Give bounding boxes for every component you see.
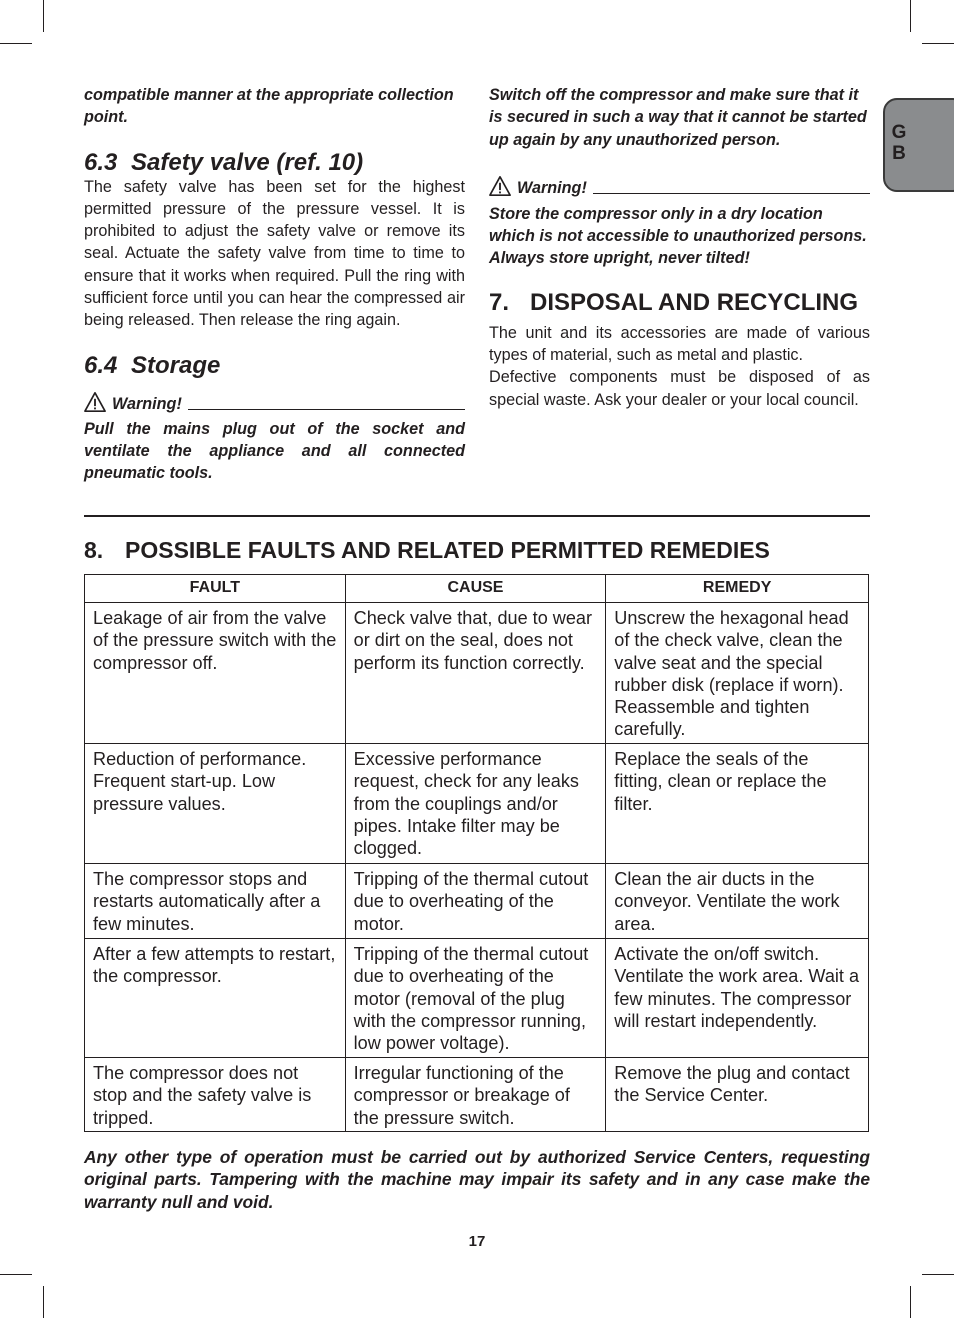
disposal-paragraph: Defective components must be disposed of as special waste. Ask your dealer or your local council. (489, 368, 870, 409)
table-row (85, 939, 869, 1058)
table-row (85, 1058, 869, 1132)
table-row (85, 603, 869, 744)
disposal-paragraph: The unit and its accessories are made of various types of material, such as metal and plastic. (489, 323, 870, 365)
crop-mark (43, 0, 44, 32)
warning-rule (188, 409, 465, 410)
fault-cell: The compressor does not stop and the safety valve is tripped. (85, 1058, 346, 1132)
table-row (85, 864, 869, 939)
table-row (85, 744, 869, 864)
warning-label: Warning! (517, 178, 587, 197)
section-number: 8. (84, 537, 104, 563)
crop-mark (922, 43, 954, 44)
remedy-cell: Remove the plug and contact the Service Center. (606, 1058, 869, 1132)
intro-text: compatible manner at the appropriate collection point. (84, 86, 454, 127)
page-number: 17 (468, 1233, 486, 1250)
remedy-cell: Clean the air ducts in the conveyor. Ventilate the work area. (606, 864, 869, 939)
section-6-4-heading (84, 353, 465, 379)
column-header-cause: CAUSE (345, 575, 606, 603)
fault-cell: Leakage of air from the valve of the pressure switch with the compressor off. (85, 603, 346, 744)
location-warning-text: Store the compressor only in a dry location which is not accessible to unauthorized persons. Always store upright, never tilted! (489, 204, 867, 268)
column-header-remedy: REMEDY (606, 575, 869, 603)
language-tab-label (890, 122, 908, 164)
cause-cell: Excessive performance request, check for any leaks from the couplings and/or pipes. Intake filter may be clogged. (345, 744, 606, 864)
section-8-heading (84, 536, 770, 564)
crop-mark (910, 0, 911, 32)
intro-text: Switch off the compressor and make sure that it is secured in such a way that it cannot be started up again by any unauthorized person. (489, 86, 867, 149)
cause-cell: Tripping of the thermal cutout due to overheating of the motor (removal of the plug with the compressor running, low power voltage). (345, 939, 606, 1058)
right-column (489, 84, 870, 411)
warning-label: Warning! (112, 394, 182, 413)
remedy-cell: Unscrew the hexagonal head of the check valve, clean the valve seat and the special rubber disk (replace if worn). Reassemble and tighten carefully. (606, 603, 869, 744)
remedy-cell: Activate the on/off switch. Ventilate the work area. Wait a few minutes. The compressor will restart independently. (606, 939, 869, 1058)
section-7-heading (489, 289, 870, 317)
storage-warning-header (84, 391, 465, 413)
cause-cell: Irregular functioning of the compressor or breakage of the pressure switch. (345, 1058, 606, 1132)
cause-cell: Tripping of the thermal cutout due to overheating of the motor. (345, 864, 606, 939)
crop-mark (0, 43, 32, 44)
fault-cell: The compressor stops and restarts automatically after a few minutes. (85, 864, 346, 939)
crop-mark (0, 1274, 32, 1275)
crop-mark (43, 1286, 44, 1318)
table-header-row (85, 575, 869, 603)
crop-mark (910, 1286, 911, 1318)
section-title: Safety valve (ref. 10) (131, 148, 364, 176)
language-tab-letter: B (892, 143, 906, 164)
location-warning-header (489, 175, 870, 197)
fault-cell: Reduction of performance. Frequent start-up. Low pressure values. (85, 744, 346, 864)
storage-warning-text: Pull the mains plug out of the socket and ventilate the appliance and all connected pneumatic tools. (84, 419, 465, 483)
cause-cell: Check valve that, due to wear or dirt on the seal, does not perform its function correctly. (345, 603, 606, 744)
warning-triangle-icon (84, 391, 106, 413)
faults-table (84, 574, 869, 1132)
remedy-cell: Replace the seals of the fitting, clean or replace the filter. (606, 744, 869, 864)
section-number: 7. (489, 288, 510, 316)
section-number: 6.3 (84, 148, 118, 176)
crop-mark (922, 1274, 954, 1275)
warning-triangle-icon (489, 175, 511, 197)
section-title: DISPOSAL AND RECYCLING (530, 288, 859, 316)
left-column (84, 84, 465, 485)
column-header-fault: FAULT (85, 575, 346, 603)
safety-valve-body: The safety valve has been set for the highest permitted pressure of the pressure vessel. It is prohibited to adjust the safety valve or remove its seal. Actuate the safety valve from time to time to ensure that it works when required. Pull the ring with sufficient force until you can hear the compressed air being released. Then release the ring again. (84, 177, 465, 330)
section-title: POSSIBLE FAULTS AND RELATED PERMITTED REMEDIES (125, 537, 770, 563)
section-6-3-heading (84, 150, 465, 176)
fault-cell: After a few attempts to restart, the compressor. (85, 939, 346, 1058)
section-number: 6.4 (84, 351, 118, 379)
service-note: Any other type of operation must be carried out by authorized Service Centers, requesting original parts. Tampering with the machine may impair its safety and in any case make the warranty null and void. (84, 1147, 870, 1212)
language-tab-letter: G (891, 122, 907, 143)
section-divider (84, 515, 870, 517)
warning-rule (593, 193, 870, 194)
section-title: Storage (131, 351, 221, 379)
